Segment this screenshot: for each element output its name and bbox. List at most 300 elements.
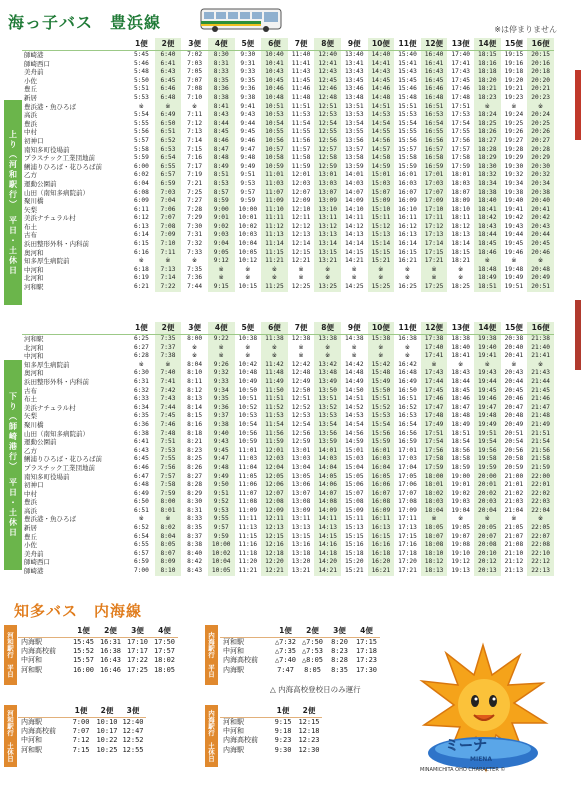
column-header: 9便: [341, 322, 368, 335]
time-cell: 20:29: [527, 154, 554, 163]
time-cell: 10:02: [238, 222, 258, 230]
time-cell: 16:16: [368, 541, 395, 550]
stop-name: 南知多町役場前: [24, 145, 70, 154]
time-cell: 15:43: [398, 68, 417, 76]
stop-name: 奥河和: [24, 248, 44, 257]
time-cell: 11:03: [261, 180, 288, 189]
time-cell: 16:55: [421, 128, 448, 137]
time-cell: 10:42: [238, 360, 258, 368]
utsumi-utsumi-weekday-table: [220, 625, 380, 675]
time-cell: 9:45: [208, 447, 235, 456]
time-cell: 13:21: [291, 567, 311, 575]
time-cell: 6:31: [133, 377, 149, 385]
time-cell: 13:53: [344, 111, 364, 119]
time-cell: 15:20: [344, 558, 364, 566]
time-cell: 11:11: [261, 214, 288, 223]
time-cell: 6:57: [133, 549, 149, 557]
time-cell: 6:16: [133, 248, 149, 256]
time-cell: 15:16: [344, 541, 364, 549]
time-cell: 17:58: [421, 455, 448, 464]
time-cell: 15:58: [398, 154, 417, 162]
time-cell: 21:03: [504, 498, 524, 506]
time-cell: 5:53: [133, 93, 149, 101]
time-cell: 9:41: [240, 102, 256, 110]
time-cell: 8:53: [208, 180, 235, 189]
time-cell: 15:40: [398, 51, 417, 58]
table-row: [22, 567, 554, 576]
time-cell: 12:14: [291, 240, 311, 248]
column-header: 3便: [326, 625, 353, 638]
time-cell: 18:43: [474, 223, 501, 232]
stop-name: 豊丘: [24, 85, 37, 94]
time-cell: ※: [474, 361, 501, 370]
table-row: [22, 189, 554, 198]
time-cell: 7:29: [187, 214, 203, 222]
time-cell: 17:12: [421, 223, 448, 232]
time-cell: 10:50: [238, 386, 258, 394]
time-cell: 21:41: [527, 352, 554, 361]
time-cell: 7:47: [277, 665, 294, 674]
time-cell: 14:16: [314, 541, 341, 550]
time-cell: 12:18: [298, 727, 320, 736]
time-cell: 20:08: [474, 541, 501, 550]
table-row: [22, 430, 554, 439]
time-cell: 16:46: [99, 665, 122, 674]
time-cell: 6:30: [133, 369, 149, 377]
utsumi-utsumi-holiday-table: [220, 705, 322, 755]
time-cell: 14:20: [314, 558, 341, 567]
time-cell: 16:43: [99, 656, 122, 665]
time-cell: 20:40: [527, 197, 554, 206]
time-cell: 22:10: [527, 550, 554, 559]
time-cell: 7:13: [155, 266, 182, 275]
time-cell: 11:53: [261, 412, 288, 421]
time-cell: 20:58: [504, 455, 524, 463]
time-cell: △8:05: [301, 656, 324, 665]
time-cell: 19:45: [504, 240, 524, 248]
table-row: [22, 154, 554, 163]
time-cell: 19:49: [504, 274, 524, 282]
time-cell: 11:51: [291, 102, 311, 110]
time-cell: 17:58: [451, 154, 471, 162]
time-cell: 11:58: [291, 154, 311, 162]
time-cell: 13:49: [314, 378, 341, 387]
time-cell: 8:16: [187, 420, 203, 428]
time-cell: 16:04: [368, 464, 395, 473]
time-cell: 13:13: [291, 524, 311, 532]
table-row: [18, 666, 178, 675]
table-row: [22, 361, 554, 370]
down-timetable: [22, 322, 554, 576]
time-cell: 6:12: [133, 214, 149, 222]
stop-name: 内海駅: [223, 745, 244, 754]
time-cell: 13:41: [344, 59, 364, 67]
time-cell: 17:59: [451, 162, 471, 170]
time-cell: 18:02: [153, 656, 176, 665]
time-cell: 16:13: [368, 524, 395, 533]
time-cell: 9:46: [240, 136, 256, 144]
time-cell: 9:49: [208, 473, 235, 482]
table-row: [22, 395, 554, 404]
time-cell: 21:10: [504, 549, 524, 557]
time-cell: 13:40: [344, 51, 364, 58]
time-cell: 16:48: [421, 94, 448, 103]
stop-name: 浜田整形外科・内科前: [24, 377, 89, 386]
time-cell: 13:13: [314, 231, 341, 240]
time-cell: 17:40: [451, 51, 471, 58]
stop-name: 内海高校前: [21, 647, 56, 656]
time-cell: 16:59: [421, 163, 448, 172]
time-cell: 8:23: [187, 446, 203, 454]
stop-name: 河和駅: [223, 638, 244, 646]
time-cell: 15:45: [72, 638, 95, 646]
time-cell: 18:48: [474, 266, 501, 275]
time-cell: 19:51: [504, 283, 524, 291]
time-cell: 22:00: [527, 473, 554, 482]
time-cell: 12:06: [261, 481, 288, 490]
time-cell: 5:50: [133, 76, 149, 84]
stop-name: 美浜ナチュラル村: [24, 403, 76, 412]
time-cell: ※: [261, 266, 288, 275]
time-cell: 12:11: [291, 214, 311, 222]
time-cell: 11:12: [261, 223, 288, 232]
column-header: 4便: [208, 322, 235, 335]
time-cell: 15:50: [368, 387, 395, 396]
time-cell: ※: [245, 343, 251, 351]
time-cell: 8:38: [187, 541, 203, 549]
time-cell: 16:50: [398, 386, 417, 394]
table-row: [18, 718, 146, 728]
stop-name: 中河和: [223, 647, 244, 656]
time-cell: 19:41: [504, 205, 524, 213]
time-cell: 15:48: [368, 369, 395, 378]
time-cell: 13:07: [291, 489, 311, 497]
time-cell: 20:15: [527, 51, 554, 60]
time-cell: 17:25: [126, 665, 149, 674]
time-cell: 17:21: [421, 257, 448, 266]
time-cell: 13:09: [291, 506, 311, 514]
time-cell: 15:41: [398, 59, 417, 67]
time-cell: 6:49: [155, 111, 182, 120]
time-cell: 5:58: [133, 145, 149, 153]
time-cell: 15:21: [368, 257, 395, 266]
time-cell: 13:59: [314, 438, 341, 447]
time-cell: 17:56: [451, 136, 471, 144]
time-cell: 19:26: [504, 128, 524, 136]
time-cell: 13:09: [314, 197, 341, 206]
time-cell: ※: [368, 352, 395, 361]
time-cell: 7:00: [72, 718, 90, 726]
time-cell: 12:01: [261, 447, 288, 456]
stop-name: 豊丘: [24, 532, 37, 541]
header-row: [220, 705, 322, 718]
time-cell: 9:44: [240, 119, 256, 127]
time-cell: 10:40: [261, 51, 288, 60]
time-cell: 18:28: [474, 146, 501, 155]
time-cell: 19:43: [474, 369, 501, 378]
time-cell: 9:59: [208, 533, 235, 542]
time-cell: 15:52: [368, 404, 395, 413]
time-cell: 21:47: [527, 404, 554, 413]
time-cell: 13:56: [344, 136, 364, 144]
time-cell: 18:08: [421, 541, 448, 550]
time-cell: 12:11: [261, 515, 288, 524]
time-cell: 22:04: [527, 507, 554, 516]
time-cell: 11:04: [238, 463, 258, 471]
time-cell: 14:50: [344, 386, 364, 394]
time-cell: ※: [421, 274, 448, 283]
time-cell: 8:31: [187, 506, 203, 514]
stop-name: 運動公園前: [24, 438, 57, 447]
time-cell: 11:03: [238, 455, 258, 463]
time-cell: 13:58: [344, 154, 364, 162]
time-cell: ※: [368, 266, 395, 275]
time-cell: 20:44: [504, 377, 524, 385]
time-cell: 12:51: [314, 103, 341, 112]
time-cell: 10:17: [96, 727, 118, 736]
time-cell: 15:25: [368, 283, 395, 292]
time-cell: ※: [298, 343, 304, 351]
time-cell: 14:04: [314, 464, 341, 473]
table-row: [22, 120, 554, 129]
stop-name: 美舟前: [24, 549, 44, 558]
time-cell: 16:20: [368, 558, 395, 567]
time-cell: ※: [298, 274, 304, 282]
time-cell: 9:26: [208, 361, 235, 370]
time-cell: 17:45: [451, 76, 471, 84]
time-cell: 11:52: [261, 404, 288, 413]
stop-name: 高浜: [24, 506, 37, 515]
table-row: [22, 77, 554, 86]
stop-name: 内海駅: [21, 638, 42, 646]
time-cell: 10:55: [261, 128, 288, 137]
stop-name: 中河和: [24, 352, 44, 361]
time-cell: 13:45: [344, 76, 364, 84]
time-cell: 13:57: [344, 145, 364, 153]
time-cell: 20:23: [527, 94, 554, 103]
table-row: [22, 481, 554, 490]
time-cell: 16:14: [398, 240, 417, 248]
stop-name: 聚川橋: [24, 197, 44, 206]
time-cell: ※: [458, 265, 464, 273]
time-cell: 15:56: [368, 430, 395, 439]
time-cell: 20:49: [504, 420, 524, 428]
table-row: [22, 231, 554, 240]
time-cell: 20:44: [527, 231, 554, 240]
time-cell: 6:59: [155, 180, 182, 189]
time-cell: 19:13: [451, 567, 471, 575]
time-cell: ※: [527, 361, 554, 370]
table-row: [22, 283, 554, 292]
time-cell: 17:21: [398, 567, 417, 575]
time-cell: 17:44: [421, 378, 448, 387]
time-cell: 5:57: [133, 136, 149, 144]
table-row: [22, 335, 554, 344]
time-cell: 5:56: [133, 128, 149, 136]
time-cell: 18:51: [474, 283, 501, 292]
time-cell: 15:53: [368, 412, 395, 421]
time-cell: 19:49: [474, 421, 501, 430]
header-row: [22, 322, 554, 335]
time-cell: 10:15: [238, 283, 258, 291]
time-cell: 15:03: [344, 455, 364, 463]
time-cell: 10:48: [238, 369, 258, 377]
time-cell: 21:40: [527, 344, 554, 353]
time-cell: 22:12: [527, 558, 554, 567]
time-cell: 12:03: [291, 179, 311, 187]
time-cell: 7:31: [187, 231, 203, 239]
table-row: [22, 111, 554, 120]
table-row: [22, 344, 554, 353]
time-cell: 18:16: [474, 60, 501, 69]
time-cell: 17:01: [421, 171, 448, 180]
time-cell: 14:55: [368, 128, 395, 137]
stop-name: 内海駅: [21, 718, 42, 726]
time-cell: 22:03: [527, 498, 554, 507]
time-cell: 19:46: [504, 248, 524, 256]
time-cell: 7:40: [155, 369, 182, 378]
time-cell: 16:49: [398, 377, 417, 385]
time-cell: 15:45: [398, 76, 417, 84]
time-cell: 8:42: [187, 558, 203, 566]
time-cell: 7:14: [187, 136, 203, 144]
time-cell: 6:33: [133, 395, 149, 403]
time-cell: 21:07: [504, 532, 524, 540]
time-cell: 9:51: [208, 490, 235, 499]
time-cell: 9:02: [208, 223, 235, 232]
time-cell: 13:03: [291, 455, 311, 463]
time-cell: ※: [368, 344, 395, 353]
time-cell: 10:41: [261, 60, 288, 69]
stop-name: 高浜: [24, 111, 37, 120]
table-row: [22, 464, 554, 473]
time-cell: 9:03: [208, 231, 235, 240]
time-cell: 21:58: [527, 455, 554, 464]
time-cell: 17:38: [421, 335, 448, 344]
time-cell: 19:44: [504, 231, 524, 239]
stop-name: 河和駅: [21, 665, 42, 674]
stop-name: 河和駅: [24, 335, 44, 343]
column-header: 8便: [314, 322, 341, 335]
time-cell: ※: [298, 265, 304, 273]
time-cell: 14:10: [344, 205, 364, 213]
time-cell: 6:51: [155, 128, 182, 137]
time-cell: 9:59: [240, 197, 256, 205]
time-cell: 7:56: [155, 464, 182, 473]
time-cell: 17:10: [421, 206, 448, 215]
stop-name: 初神口: [24, 481, 44, 490]
time-cell: 12:15: [291, 248, 311, 256]
time-cell: 20:43: [504, 369, 524, 377]
time-cell: 12:52: [291, 403, 311, 411]
time-cell: ※: [155, 103, 182, 112]
time-cell: 7:03: [187, 59, 203, 67]
time-cell: 17:57: [153, 647, 176, 656]
time-cell: ※: [138, 515, 144, 523]
time-cell: 18:46: [451, 395, 471, 403]
column-header: 2便: [299, 625, 326, 638]
time-cell: 6:27: [133, 343, 149, 351]
time-cell: 8:30: [187, 498, 203, 506]
time-cell: 7:44: [155, 404, 182, 413]
time-cell: 7:19: [187, 171, 203, 179]
time-cell: 14:53: [368, 111, 395, 120]
time-cell: 21:59: [527, 464, 554, 473]
time-cell: 13:51: [344, 102, 364, 110]
time-cell: 16:07: [398, 188, 417, 196]
time-cell: 16:46: [421, 85, 448, 94]
time-cell: 12:40: [314, 51, 341, 60]
time-cell: 11:16: [238, 541, 258, 549]
time-cell: 15:56: [398, 136, 417, 144]
time-cell: 19:58: [474, 455, 501, 464]
time-cell: 12:55: [314, 128, 341, 137]
down-direction-band: 下り（師崎港行） 平日・土休日: [4, 360, 22, 570]
time-cell: 20:01: [474, 481, 501, 490]
header-row: [18, 705, 146, 718]
time-cell: 18:48: [451, 412, 471, 420]
time-cell: 15:46: [398, 85, 417, 93]
time-cell: 13:52: [314, 404, 341, 413]
time-cell: 7:08: [155, 223, 182, 232]
time-cell: 14:38: [344, 335, 364, 342]
time-cell: 10:58: [261, 154, 288, 163]
time-cell: ※: [474, 103, 501, 112]
time-cell: ※: [511, 360, 517, 368]
header-corner: [18, 625, 70, 638]
time-cell: 5:59: [133, 154, 149, 162]
time-cell: ※: [474, 515, 501, 524]
time-cell: 12:54: [314, 120, 341, 129]
time-cell: 15:11: [368, 214, 395, 223]
time-cell: 20:48: [504, 412, 524, 420]
no-stop-note: ※は停まりません: [494, 25, 557, 34]
time-cell: 17:43: [451, 68, 471, 76]
time-cell: 8:48: [208, 154, 235, 163]
time-cell: 10:56: [261, 137, 288, 146]
time-cell: 14:03: [314, 455, 341, 464]
time-cell: 12:09: [261, 507, 288, 516]
time-cell: 19:34: [504, 179, 524, 187]
time-cell: 19:43: [504, 222, 524, 230]
time-cell: 12:25: [291, 283, 311, 291]
time-cell: 6:11: [133, 205, 149, 213]
time-cell: 13:55: [344, 128, 364, 136]
time-cell: 7:35: [155, 335, 182, 344]
time-cell: 5:55: [133, 119, 149, 127]
time-cell: 8:00: [187, 335, 203, 342]
time-cell: 11:14: [261, 240, 288, 249]
time-cell: 20:59: [504, 463, 524, 471]
time-cell: 8:36: [208, 85, 235, 94]
time-cell: 20:38: [504, 335, 524, 342]
time-cell: 16:15: [398, 248, 417, 256]
time-cell: 20:12: [474, 558, 501, 567]
time-cell: 14:18: [314, 550, 341, 559]
stop-name: 内海高校前: [21, 727, 56, 736]
table-row: [22, 490, 554, 499]
time-cell: 20:49: [527, 274, 554, 283]
table-row: [22, 515, 554, 524]
time-cell: 18:59: [451, 463, 471, 471]
table-row: [220, 666, 380, 675]
time-cell: 9:36: [240, 85, 256, 93]
time-cell: 7:13: [187, 128, 203, 136]
time-cell: 17:14: [421, 240, 448, 249]
table-row: [22, 447, 554, 456]
time-cell: 11:51: [261, 395, 288, 404]
time-cell: ※: [155, 515, 182, 524]
